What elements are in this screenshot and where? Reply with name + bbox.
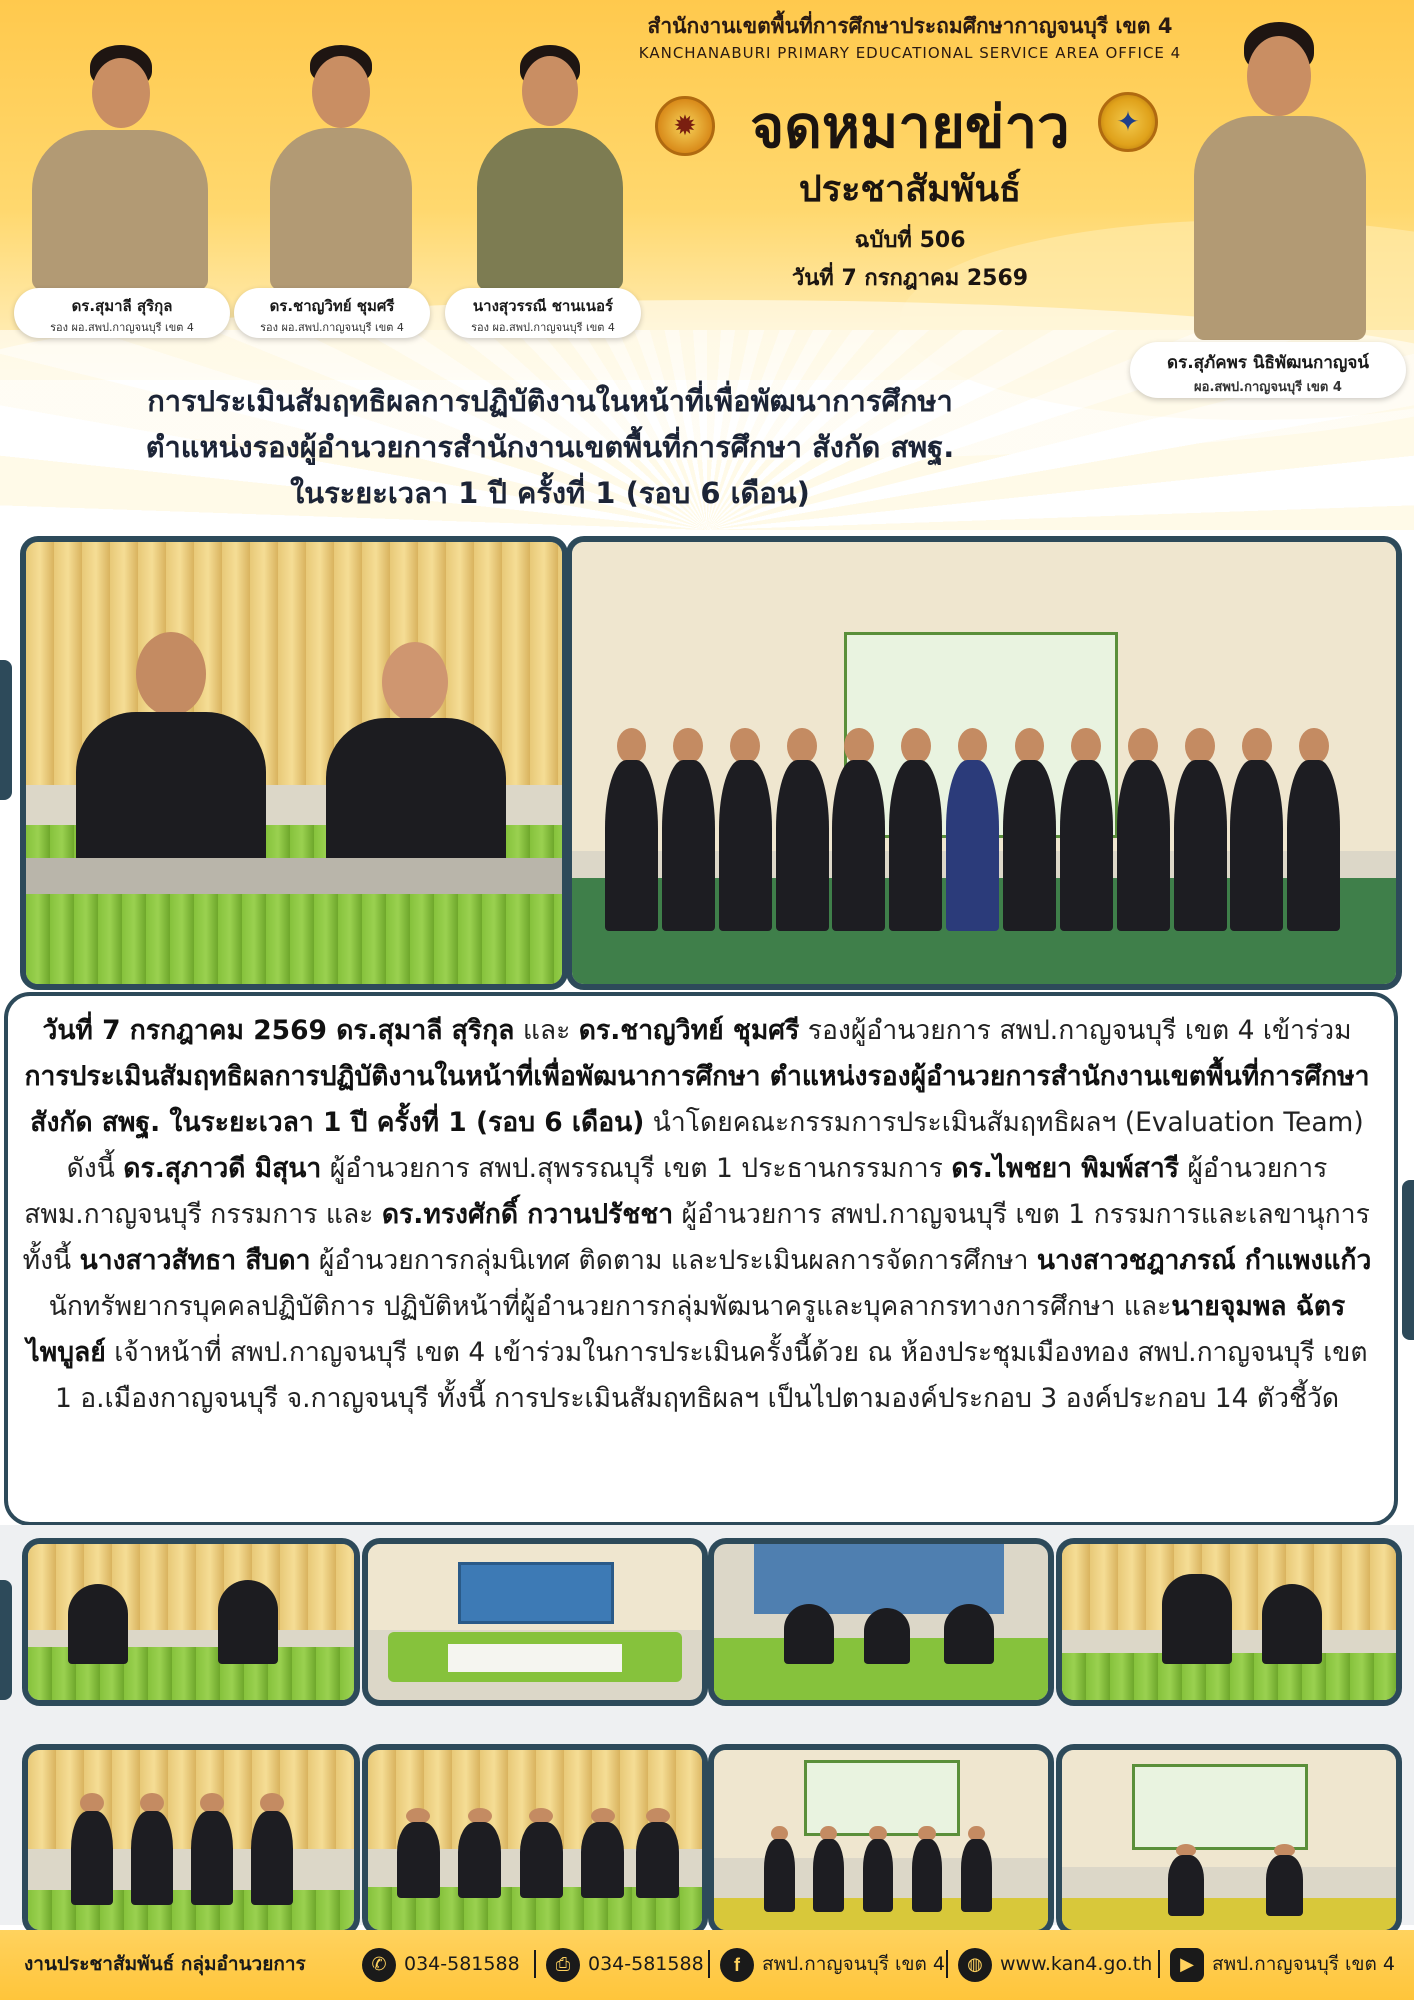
org-name-thai: สำนักงานเขตพื้นที่การศึกษาประถมศึกษากาญจนบุรี เขต 4 (647, 14, 1173, 38)
issue-number: ฉบับที่ 506 (854, 228, 966, 253)
article-name: นางสาวชฎาภรณ์ กำแพงแก้ว (1036, 1245, 1372, 1276)
article-name: ดร.ทรงศักดิ์ กวานปรัชชา (381, 1199, 674, 1230)
newsletter-subtitle: ประชาสัมพันธ์ (798, 169, 1022, 210)
article-text: ผู้อำนวยการ สพม.กาญจนบุรี กรรมการ และ (24, 1153, 1328, 1230)
side-tab-decoration (1402, 1180, 1414, 1340)
article-text: เจ้าหน้าที่ สพป.กาญจนบุรี เขต 4 เข้าร่วมในการประเมินครั้งนี้ด้วย ณ ห้องประชุมเมืองทอง สพป.กาญจนบุรี เขต 1 อ.เมืองกาญจนบุรี จ.กาญจนบุรี ทั้งนี้ การประเมินสัมฤทธิผลฯ เป็นไปตามองค์ประกอบ 3 องค์ประกอบ 14 ตัวชี้วัด (54, 1337, 1368, 1414)
article-text: ผู้อำนวยการ สพป.กาญจนบุรี เขต 1 กรรมการและเลขานุการ ทั้งนี้ (22, 1199, 1370, 1276)
footer-facebook[interactable] (720, 1946, 945, 1982)
article-text: ผู้อำนวยการ สพป.สุพรรณบุรี เขต 1 ประธานกรรมการ (321, 1153, 952, 1184)
portrait-role: รอง ผอ.สพป.กาญจนบุรี เขต 4 (471, 321, 615, 334)
office-emblem-icon: ✦ (1098, 92, 1158, 152)
gallery-photo-8 (1056, 1744, 1402, 1936)
gallery-photo-1 (22, 1538, 360, 1706)
article-name: นางสาวสัทธา สืบดา (79, 1245, 311, 1276)
article-text: และ (514, 1015, 579, 1046)
footer-website[interactable] (958, 1946, 1152, 1982)
newsletter-title: จดหมายข่าว (750, 93, 1070, 161)
gallery-photo-5 (22, 1744, 360, 1936)
gallery-photo-7 (708, 1744, 1054, 1936)
main-photo-group (566, 536, 1402, 990)
article-lead: วันที่ 7 กรกฎาคม 2569 ดร.สุมาลี สุริกุล (42, 1015, 515, 1046)
fax-number: 034-581588 (588, 1953, 704, 1975)
footer-department: งานประชาสัมพันธ์ กลุ่มอำนวยการ (24, 1953, 306, 1975)
side-tab-decoration (0, 1580, 12, 1700)
portrait-name: ดร.ชาญวิทย์ ชุมศรี (269, 297, 395, 315)
website-url: www.kan4.go.th (1000, 1953, 1153, 1975)
globe-icon: ◍ (958, 1948, 992, 1982)
facebook-icon: f (720, 1948, 754, 1982)
issue-date: วันที่ 7 กรกฎาคม 2569 (791, 266, 1029, 291)
article-name: ดร.สุภาวดี มิสุนา (123, 1153, 322, 1184)
portrait-role: รอง ผอ.สพป.กาญจนบุรี เขต 4 (260, 321, 404, 334)
headline (40, 378, 1060, 516)
gallery-photo-6 (362, 1744, 708, 1936)
group-people (605, 728, 1363, 931)
article-name: นายจุมพล ฉัตรไพบูลย์ (26, 1291, 1346, 1368)
footer-divider (708, 1950, 710, 1978)
article-text: รองผู้อำนวยการ สพป.กาญจนบุรี เขต 4 เข้าร่วม (799, 1015, 1352, 1046)
headline-line-1: การประเมินสัมฤทธิผลการปฏิบัติงานในหน้าที่เพื่อพัฒนาการศึกษา (147, 384, 953, 418)
article-body (22, 1008, 1372, 1422)
footer-youtube[interactable] (1170, 1946, 1395, 1982)
portrait-name: นางสุวรรณี ชานเนอร์ (472, 297, 614, 315)
gallery-photo-3 (708, 1538, 1054, 1706)
article-text: นักทรัพยากรบุคคลปฏิบัติการ ปฏิบัติหน้าที่ผู้อำนวยการกลุ่มพัฒนาครูและบุคลากรทางการศึกษา และ (48, 1291, 1172, 1322)
portrait-name: ดร.สุมาลี สุริกุล (71, 297, 173, 315)
article-name: ดร.ไพชยา พิมพ์สารี (951, 1153, 1179, 1184)
portrait-name: ดร.สุภัคพร นิธิพัฒนกาญจน์ (1167, 353, 1369, 373)
youtube-name: สพป.กาญจนบุรี เขต 4 (1212, 1953, 1395, 1975)
youtube-icon: ▶ (1170, 1948, 1204, 1982)
footer-fax[interactable] (546, 1946, 704, 1982)
footer-divider (1158, 1950, 1160, 1978)
phone-icon: ✆ (362, 1948, 396, 1982)
side-tab-decoration (0, 660, 12, 800)
article-text: นำโดยคณะกรรมการประเมินสัมฤทธิผลฯ (Evaluation Team) ดังนี้ (66, 1107, 1364, 1184)
portrait-role: รอง ผอ.สพป.กาญจนบุรี เขต 4 (50, 321, 194, 334)
article-event-title: การประเมินสัมฤทธิผลการปฏิบัติงานในหน้าที่เพื่อพัฒนาการศึกษา ตำแหน่งรองผู้อำนวยการสำนักงานเขตพื้นที่การศึกษา สังกัด สพฐ. ในระยะเวลา 1 ปี ครั้งที่ 1 (รอบ 6 เดือน) (24, 1061, 1370, 1138)
portrait-role: ผอ.สพป.กาญจนบุรี เขต 4 (1194, 380, 1342, 395)
obec-emblem-icon: ✹ (655, 96, 715, 156)
headline-line-3: ในระยะเวลา 1 ปี ครั้งที่ 1 (รอบ 6 เดือน) (290, 476, 810, 510)
org-name-english: KANCHANABURI PRIMARY EDUCATIONAL SERVICE AREA OFFICE 4 (638, 44, 1182, 62)
article-name: ดร.ชาญวิทย์ ชุมศรี (578, 1015, 800, 1046)
gallery-photo-2 (362, 1538, 708, 1706)
article-text: ผู้อำนวยการกลุ่มนิเทศ ติดตาม และประเมินผลการจัดการศึกษา (310, 1245, 1037, 1276)
facebook-name: สพป.กาญจนบุรี เขต 4 (762, 1953, 945, 1975)
headline-line-2: ตำแหน่งรองผู้อำนวยการสำนักงานเขตพื้นที่การศึกษา สังกัด สพฐ. (145, 430, 955, 464)
gallery-photo-4 (1056, 1538, 1402, 1706)
printer-icon: ⎙ (546, 1948, 580, 1982)
footer-divider (534, 1950, 536, 1978)
main-photo-deputies (20, 536, 568, 990)
phone-number: 034-581588 (404, 1953, 520, 1975)
footer-divider (946, 1950, 948, 1978)
footer-phone[interactable] (362, 1946, 520, 1982)
